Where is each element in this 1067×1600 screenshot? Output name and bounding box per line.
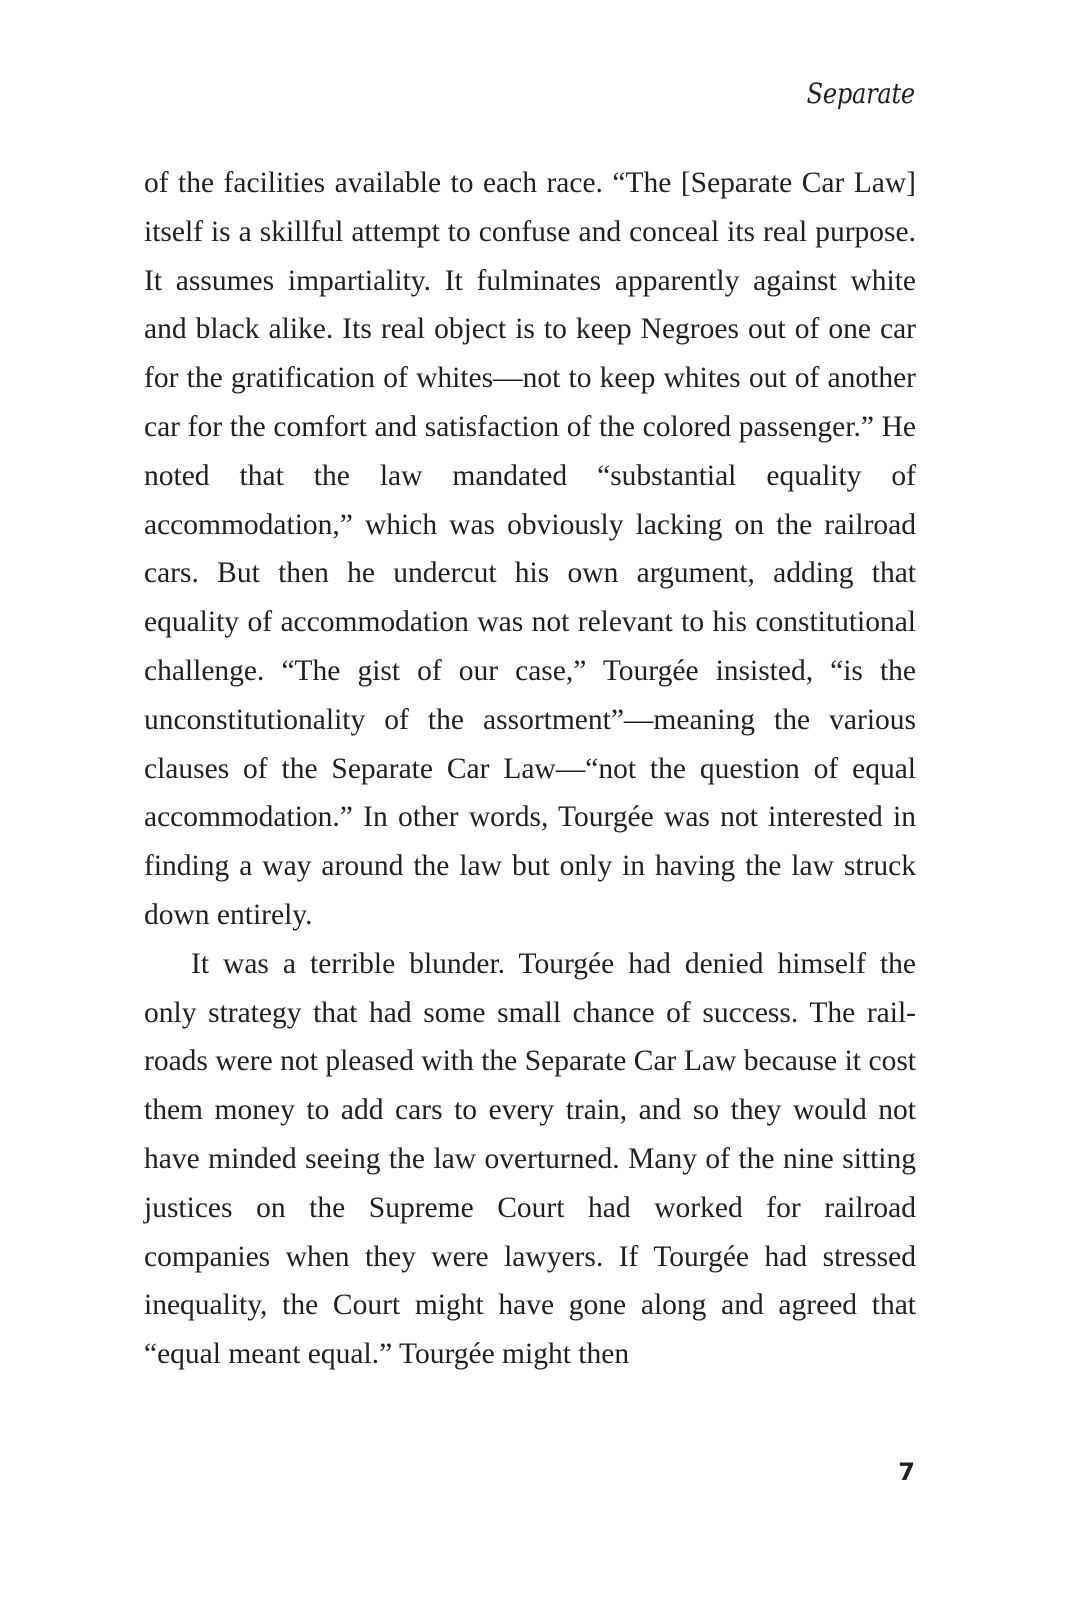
paragraph: It was a terrible blunder. Tourgée had denied himself the only strategy that had some small chance of success. The railroads were not pleased with the Separate Car Law because it cost them money to add cars to every train, and so they would not have minded seeing the law overturned. Many of the nine sitting justices on the Supreme Court had worked for railroad companies when they were lawyers. If Tourgée had stressed inequality, the Court might have gone along and agreed that “equal meant equal.” Tourgée might then bbox=[144, 947, 916, 1371]
running-head: Separate bbox=[806, 77, 915, 110]
paragraph: of the facilities available to each race. “The [Separate Car Law] itself is a skillful attempt to confuse and conceal its real purpose. It assumes impartiality. It fulminates apparently against white and black alike. Its real object is to keep Negroes out of one car for the gratification of whites—not to keep whites out of another car for the comfort and satisfaction of the colored passenger.” He noted that the law mandated “substantial equality of accommodation,” which was obviously lacking on the railroad cars. But then he undercut his own argument, adding that equality of accommodation was not relevant to his constitutional challenge. “The gist of our case,” Tourgée insisted, “is the unconstitutionality of the assortment”—meaning the various clauses of the Separate Car Law—“not the question of equal accommodation.” In other words, Tourgée was not interested in finding a way around the law but only in having the law struck down entirely. bbox=[144, 167, 916, 931]
body-text bbox=[144, 159, 916, 1379]
page-number: 7 bbox=[898, 1458, 915, 1486]
